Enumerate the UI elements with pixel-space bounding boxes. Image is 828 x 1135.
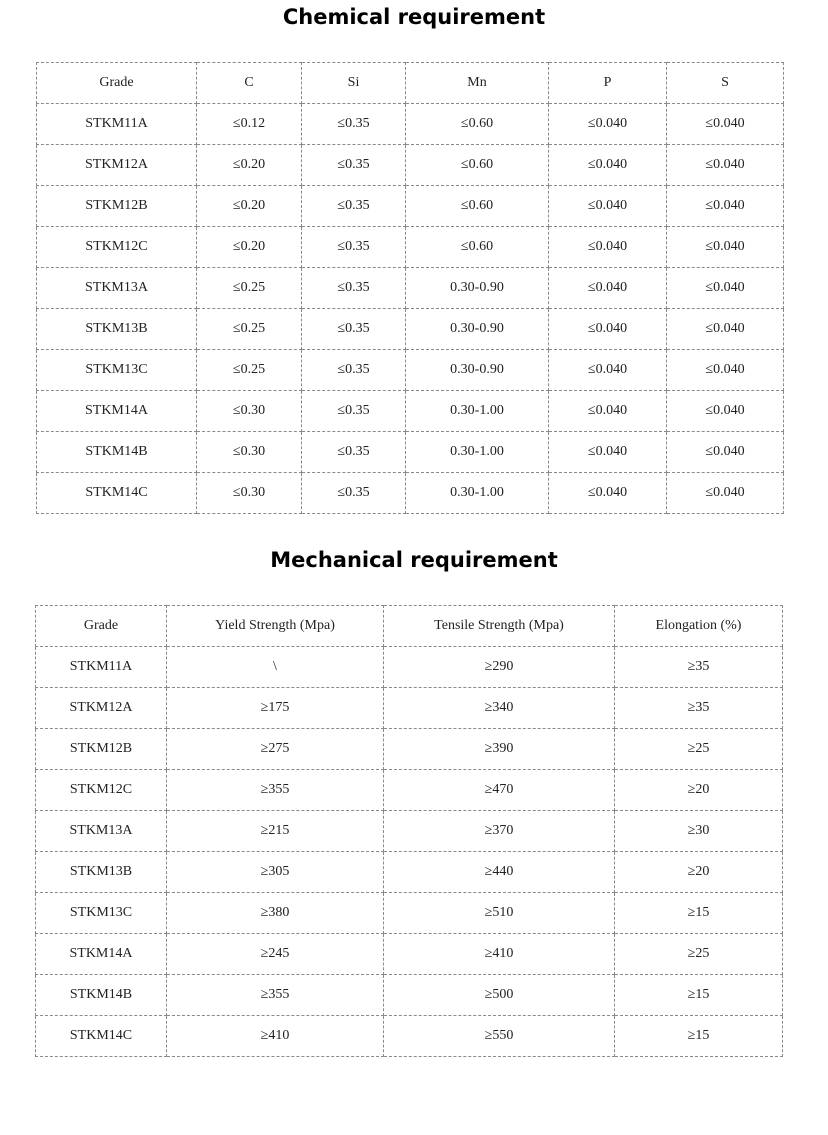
header-p: P	[549, 63, 667, 104]
cell-p: ≤0.040	[549, 350, 667, 391]
cell-tensile-strength: ≥370	[384, 811, 615, 852]
table-row	[36, 811, 783, 852]
cell-grade: STKM14A	[37, 391, 197, 432]
cell-grade: STKM13A	[36, 811, 167, 852]
cell-si: ≤0.35	[302, 145, 406, 186]
cell-c: ≤0.12	[197, 104, 302, 145]
cell-tensile-strength: ≥500	[384, 975, 615, 1016]
header-grade: Grade	[36, 606, 167, 647]
cell-s: ≤0.040	[667, 186, 784, 227]
cell-s: ≤0.040	[667, 473, 784, 514]
cell-yield-strength: ≥410	[167, 1016, 384, 1057]
cell-grade: STKM13B	[37, 309, 197, 350]
header-yield-strength: Yield Strength (Mpa)	[167, 606, 384, 647]
table-row	[36, 934, 783, 975]
cell-yield-strength: ≥355	[167, 975, 384, 1016]
cell-elongation: ≥20	[615, 852, 783, 893]
cell-grade: STKM11A	[36, 647, 167, 688]
cell-c: ≤0.30	[197, 391, 302, 432]
cell-grade: STKM13A	[37, 268, 197, 309]
cell-p: ≤0.040	[549, 268, 667, 309]
cell-s: ≤0.040	[667, 268, 784, 309]
cell-c: ≤0.20	[197, 227, 302, 268]
cell-s: ≤0.040	[667, 309, 784, 350]
cell-c: ≤0.30	[197, 473, 302, 514]
cell-tensile-strength: ≥340	[384, 688, 615, 729]
cell-grade: STKM12C	[37, 227, 197, 268]
cell-elongation: ≥15	[615, 893, 783, 934]
table-row	[36, 1016, 783, 1057]
table-row	[36, 893, 783, 934]
cell-tensile-strength: ≥470	[384, 770, 615, 811]
cell-p: ≤0.040	[549, 309, 667, 350]
table-row	[36, 647, 783, 688]
cell-elongation: ≥15	[615, 1016, 783, 1057]
chemical-requirement-table	[36, 62, 784, 514]
cell-si: ≤0.35	[302, 186, 406, 227]
cell-yield-strength: ≥245	[167, 934, 384, 975]
table-row	[37, 268, 784, 309]
cell-grade: STKM14A	[36, 934, 167, 975]
cell-grade: STKM11A	[37, 104, 197, 145]
cell-mn: 0.30-1.00	[406, 432, 549, 473]
header-s: S	[667, 63, 784, 104]
cell-grade: STKM14B	[37, 432, 197, 473]
cell-grade: STKM14C	[36, 1016, 167, 1057]
table-row	[37, 432, 784, 473]
table-row	[37, 227, 784, 268]
cell-yield-strength: \	[167, 647, 384, 688]
table-header-row	[37, 63, 784, 104]
table-row	[37, 309, 784, 350]
table-row	[37, 473, 784, 514]
cell-c: ≤0.25	[197, 350, 302, 391]
cell-grade: STKM13C	[37, 350, 197, 391]
cell-mn: ≤0.60	[406, 186, 549, 227]
cell-grade: STKM12A	[36, 688, 167, 729]
cell-p: ≤0.040	[549, 227, 667, 268]
table-row	[36, 770, 783, 811]
cell-grade: STKM13C	[36, 893, 167, 934]
table-row	[37, 391, 784, 432]
cell-c: ≤0.30	[197, 432, 302, 473]
cell-s: ≤0.040	[667, 227, 784, 268]
header-elongation: Elongation (%)	[615, 606, 783, 647]
cell-si: ≤0.35	[302, 391, 406, 432]
cell-c: ≤0.25	[197, 268, 302, 309]
cell-si: ≤0.35	[302, 104, 406, 145]
cell-p: ≤0.040	[549, 186, 667, 227]
cell-elongation: ≥35	[615, 688, 783, 729]
cell-yield-strength: ≥380	[167, 893, 384, 934]
table-row	[36, 852, 783, 893]
cell-p: ≤0.040	[549, 104, 667, 145]
table-row	[36, 975, 783, 1016]
header-si: Si	[302, 63, 406, 104]
cell-elongation: ≥20	[615, 770, 783, 811]
cell-tensile-strength: ≥410	[384, 934, 615, 975]
header-c: C	[197, 63, 302, 104]
cell-p: ≤0.040	[549, 145, 667, 186]
cell-c: ≤0.25	[197, 309, 302, 350]
cell-grade: STKM14C	[37, 473, 197, 514]
cell-yield-strength: ≥275	[167, 729, 384, 770]
cell-yield-strength: ≥215	[167, 811, 384, 852]
cell-mn: 0.30-0.90	[406, 350, 549, 391]
cell-si: ≤0.35	[302, 473, 406, 514]
cell-elongation: ≥15	[615, 975, 783, 1016]
cell-grade: STKM14B	[36, 975, 167, 1016]
cell-s: ≤0.040	[667, 391, 784, 432]
cell-si: ≤0.35	[302, 268, 406, 309]
cell-mn: 0.30-0.90	[406, 309, 549, 350]
cell-tensile-strength: ≥290	[384, 647, 615, 688]
header-tensile-strength: Tensile Strength (Mpa)	[384, 606, 615, 647]
cell-p: ≤0.040	[549, 391, 667, 432]
cell-tensile-strength: ≥440	[384, 852, 615, 893]
cell-tensile-strength: ≥390	[384, 729, 615, 770]
cell-si: ≤0.35	[302, 309, 406, 350]
table-row	[37, 350, 784, 391]
cell-si: ≤0.35	[302, 432, 406, 473]
cell-grade: STKM12B	[37, 186, 197, 227]
cell-yield-strength: ≥355	[167, 770, 384, 811]
cell-mn: 0.30-0.90	[406, 268, 549, 309]
table-row	[37, 145, 784, 186]
cell-mn: 0.30-1.00	[406, 391, 549, 432]
table-row	[36, 729, 783, 770]
cell-elongation: ≥35	[615, 647, 783, 688]
table-header-row	[36, 606, 783, 647]
cell-c: ≤0.20	[197, 186, 302, 227]
mechanical-requirement-table	[35, 605, 783, 1057]
cell-s: ≤0.040	[667, 104, 784, 145]
cell-mn: ≤0.60	[406, 104, 549, 145]
cell-tensile-strength: ≥510	[384, 893, 615, 934]
table-row	[36, 688, 783, 729]
header-grade: Grade	[37, 63, 197, 104]
cell-tensile-strength: ≥550	[384, 1016, 615, 1057]
cell-s: ≤0.040	[667, 350, 784, 391]
cell-s: ≤0.040	[667, 432, 784, 473]
cell-elongation: ≥25	[615, 729, 783, 770]
cell-yield-strength: ≥305	[167, 852, 384, 893]
cell-c: ≤0.20	[197, 145, 302, 186]
cell-grade: STKM12A	[37, 145, 197, 186]
cell-mn: ≤0.60	[406, 145, 549, 186]
cell-elongation: ≥25	[615, 934, 783, 975]
cell-elongation: ≥30	[615, 811, 783, 852]
table-row	[37, 104, 784, 145]
chemical-requirement-title: Chemical requirement	[282, 5, 546, 29]
mechanical-requirement-title: Mechanical requirement	[270, 548, 558, 572]
cell-s: ≤0.040	[667, 145, 784, 186]
cell-si: ≤0.35	[302, 227, 406, 268]
cell-p: ≤0.040	[549, 473, 667, 514]
cell-grade: STKM12B	[36, 729, 167, 770]
cell-p: ≤0.040	[549, 432, 667, 473]
header-mn: Mn	[406, 63, 549, 104]
cell-grade: STKM13B	[36, 852, 167, 893]
cell-mn: ≤0.60	[406, 227, 549, 268]
cell-si: ≤0.35	[302, 350, 406, 391]
table-row	[37, 186, 784, 227]
cell-grade: STKM12C	[36, 770, 167, 811]
cell-yield-strength: ≥175	[167, 688, 384, 729]
cell-mn: 0.30-1.00	[406, 473, 549, 514]
